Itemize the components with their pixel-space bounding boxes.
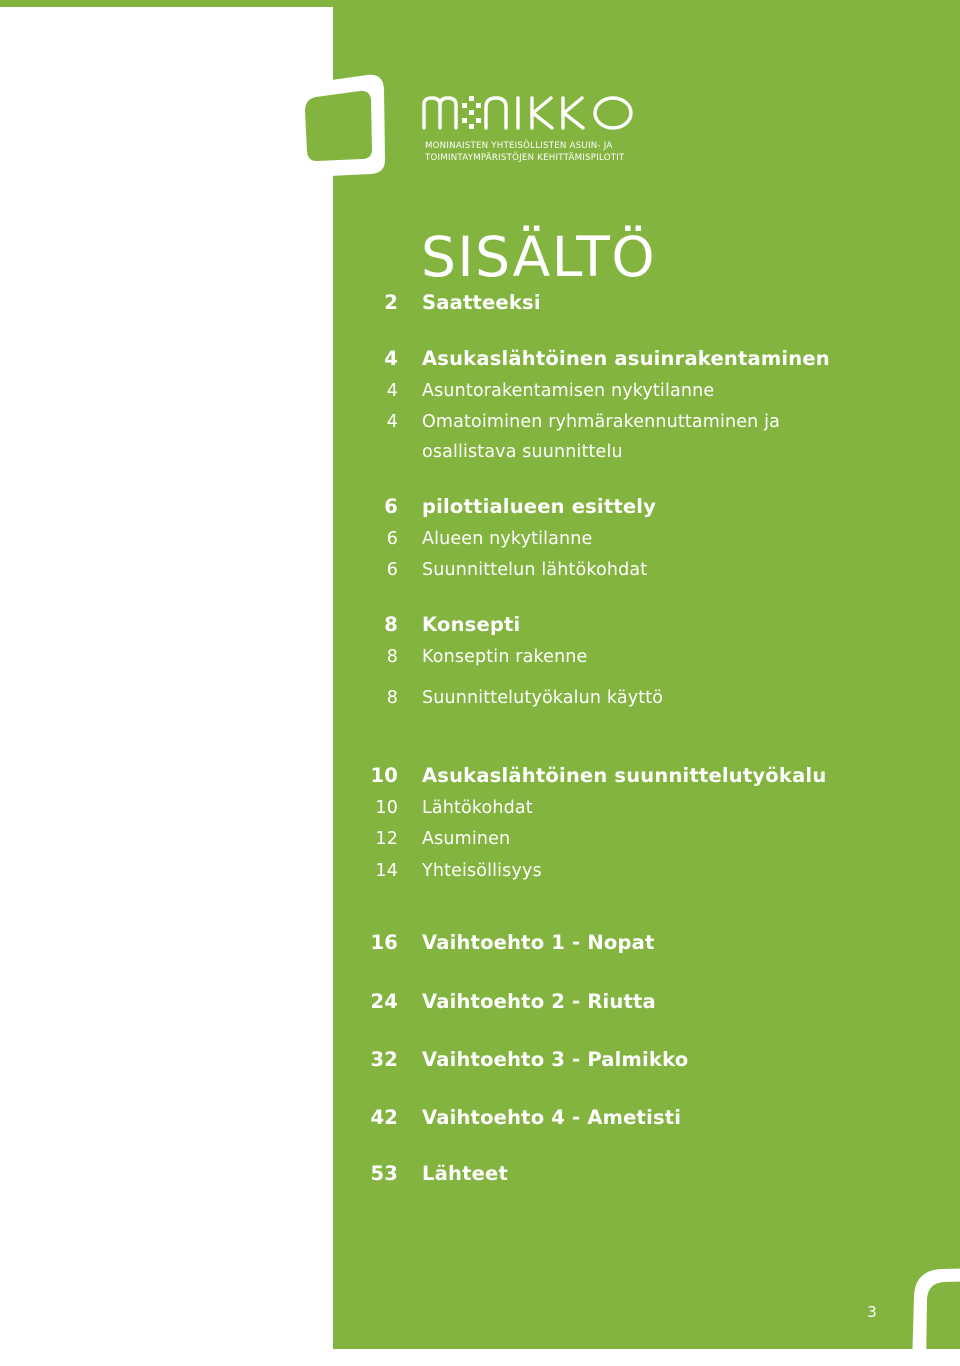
logo-tagline-line-1: MONINAISTEN YHTEISÖLLISTEN ASUIN- JA	[425, 141, 613, 151]
logo-tagline-line-2: TOIMINTAYMPÄRISTÖJEN KEHITTÄMISPILOTIT	[425, 153, 625, 163]
toc-entry-title: Yhteisöllisyys	[422, 861, 542, 881]
toc-entry[interactable]	[333, 610, 960, 640]
toc-entry[interactable]	[333, 492, 960, 522]
toc-entry-title: Alueen nykytilanne	[422, 529, 593, 549]
toc-entry[interactable]	[333, 376, 960, 406]
toc-entry[interactable]	[333, 344, 960, 374]
monikko-wordmark-logo	[421, 95, 636, 131]
toc-entry-title: Suunnittelun lähtökohdat	[422, 560, 648, 580]
toc-page-number: 4	[384, 347, 398, 370]
toc-page-number: 42	[370, 1106, 398, 1129]
toc-entry[interactable]	[333, 928, 960, 958]
toc-entry[interactable]	[333, 761, 960, 791]
toc-page-number: 6	[384, 495, 398, 518]
toc-entry[interactable]	[333, 524, 960, 554]
toc-entry-title: Konseptin rakenne	[422, 647, 588, 667]
toc-entry[interactable]	[333, 642, 960, 672]
page-title: SISÄLTÖ	[421, 225, 657, 289]
green-panel	[333, 0, 960, 1349]
toc-page-number: 8	[386, 647, 398, 667]
toc-entry-title: Asuminen	[422, 829, 511, 849]
toc-page-number: 12	[375, 829, 398, 849]
rounded-square-logo-shape	[287, 70, 389, 182]
toc-entry-title: Vaihtoehto 1 - Nopat	[422, 931, 655, 954]
toc-entry[interactable]	[333, 555, 960, 585]
toc-entry[interactable]	[333, 407, 960, 437]
toc-page-number: 6	[386, 560, 398, 580]
toc-page-number: 10	[370, 764, 398, 787]
toc-page-number: 10	[375, 798, 398, 818]
toc-entry-title: Konsepti	[422, 613, 521, 636]
logo-tagline	[425, 140, 625, 164]
toc-entry[interactable]	[333, 824, 960, 854]
corner-rounded-shape	[904, 1266, 960, 1366]
toc-entry-title: Asuntorakentamisen nykytilanne	[422, 381, 715, 401]
toc-page-number: 53	[370, 1162, 398, 1185]
toc-entry-title: Lähteet	[422, 1162, 508, 1185]
toc-entry-title: Lähtökohdat	[422, 798, 533, 818]
toc-page-number: 6	[386, 529, 398, 549]
toc-entry[interactable]	[333, 856, 960, 886]
toc-entry-title: Asukaslähtöinen suunnittelutyökalu	[422, 764, 827, 787]
toc-page-number: 32	[370, 1048, 398, 1071]
toc-entry-title: Vaihtoehto 3 - Palmikko	[422, 1048, 689, 1071]
toc-entry[interactable]	[333, 288, 960, 318]
toc-entry-title: pilottialueen esittely	[422, 495, 657, 518]
toc-entry-title: Vaihtoehto 2 - Riutta	[422, 990, 656, 1013]
toc-page-number: 2	[384, 291, 398, 314]
toc-page-number: 8	[386, 688, 398, 708]
toc-entry[interactable]	[333, 1159, 960, 1189]
toc-entry[interactable]	[333, 987, 960, 1017]
toc-entry-title: Vaihtoehto 4 - Ametisti	[422, 1106, 682, 1129]
toc-entry-title: Omatoiminen ryhmärakennuttaminen ja	[422, 412, 780, 432]
page-number: 3	[867, 1303, 877, 1321]
toc-page-number: 4	[386, 412, 398, 432]
toc-page-number: 16	[370, 931, 398, 954]
toc-page-number: 8	[384, 613, 398, 636]
toc-entry[interactable]	[333, 683, 960, 713]
toc-entry[interactable]	[333, 1045, 960, 1075]
toc-entry-title: Saatteeksi	[422, 291, 541, 314]
toc-page-number: 14	[375, 861, 398, 881]
toc-page-number: 4	[386, 381, 398, 401]
toc-entry-continuation[interactable]	[333, 437, 960, 467]
toc-page-number: 24	[370, 990, 398, 1013]
toc-entry[interactable]	[333, 1103, 960, 1133]
toc-entry-title: osallistava suunnittelu	[422, 442, 623, 462]
toc-entry[interactable]	[333, 793, 960, 823]
toc-entry-title: Asukaslähtöinen asuinrakentaminen	[422, 347, 830, 370]
toc-entry-title: Suunnittelutyökalun käyttö	[422, 688, 664, 708]
